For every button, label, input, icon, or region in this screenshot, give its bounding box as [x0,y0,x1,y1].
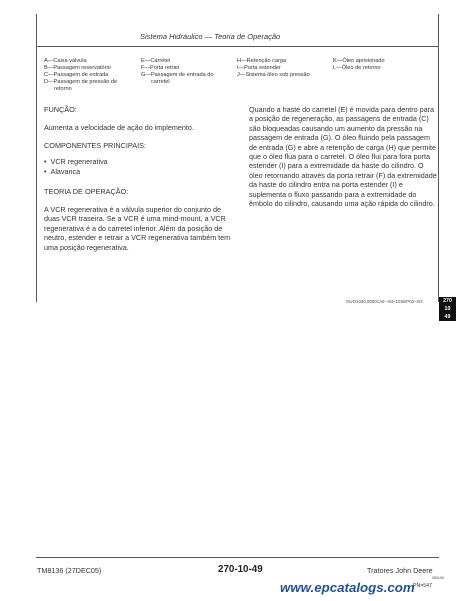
footer-product: Tratores John Deere [367,566,433,575]
components-list [44,157,108,177]
legend-item: K—Óleo aprisionado [333,58,385,64]
watermark: www.epcatalogs.com [280,580,415,595]
legend-item: E—Carretel [141,58,171,64]
section-tab-line: 10 [444,306,451,312]
function-heading: FUNÇÃO: [44,105,77,114]
footer-date: 080106 [432,576,444,580]
legend-item: A—Caixa válvula [44,58,87,64]
section-tab-line: 270 [443,298,452,304]
legend-item: F—Porta retrair [141,65,180,71]
theory-text: A VCR regenerativa é a válvula superior do conjunto de duas VCR traseira. Se a VCR é uma mind-mount, a VCR regenerativa é a do carretel inferior. Além da posição de neutro, estender e retrair a VCR regenerativa também tem uma posição regenerativa. [44,205,231,252]
header-rule [36,46,439,47]
section-tab-line: 49 [444,314,451,320]
footer-page-number: 270-10-49 [218,564,263,575]
list-item: • VCR regenerativa [44,157,108,167]
regeneration-description: Quando a haste do carretel (E) é movida para dentro para a posição de regeneração, as passagens de entrada (C) são bloqueadas causando um aumento da pressão na passagem de entrada (G). O óleo fluindo pela passagem de entrada (G) e abre a retenção de carga (H) que permite que o óleo flua para o carretel. O óleo flui para fora porta estender (I) para a extremidade da haste do cilindro. O óleo retornando através da porta retrair (F) da extremidade da haste do cilindro entra na porta estender (I) e suplementa o fluxo passando para a extremidade do êmbolo do cilindro, causando uma ação rápida do cilindro. [249,105,437,209]
legend-item: D—Passagem de pressão de [44,79,118,85]
page-right-border [438,14,439,302]
legend-item: G—Passagem de entrada do [141,72,214,78]
list-item: • Alavanca [44,167,108,177]
legend-item: B—Passagem reservatório [44,65,111,71]
section-tab [439,297,456,321]
footer-manual-id: TM8136 (27DEC05) [37,566,102,575]
footer-rule [36,557,439,558]
page-header-title: Sistema Hidráulico — Teoria de Operação [140,32,281,41]
legend-item: carretel [151,79,170,85]
theory-heading: TEORIA DE OPERAÇÃO: [44,187,129,196]
reference-code: OUO1030,00001A8 –54–10SEP03–2/2 [346,299,423,304]
legend-item: C—Passagem de entrada [44,72,109,78]
components-heading: COMPONENTES PRINCIPAIS: [44,141,147,150]
legend-item: retorno [54,86,72,92]
legend-item: L—Óleo de retorno [333,65,381,71]
legend-item: J—Sistema óleo sob pressão [237,72,310,78]
footer-pn: PN=547 [413,583,432,589]
page-left-border [36,14,37,302]
legend-item: H—Retenção carga [237,58,287,64]
legend-item: I—Porta estender [237,65,281,71]
function-text: Aumenta a velocidade de ação do implemento. [44,123,194,132]
